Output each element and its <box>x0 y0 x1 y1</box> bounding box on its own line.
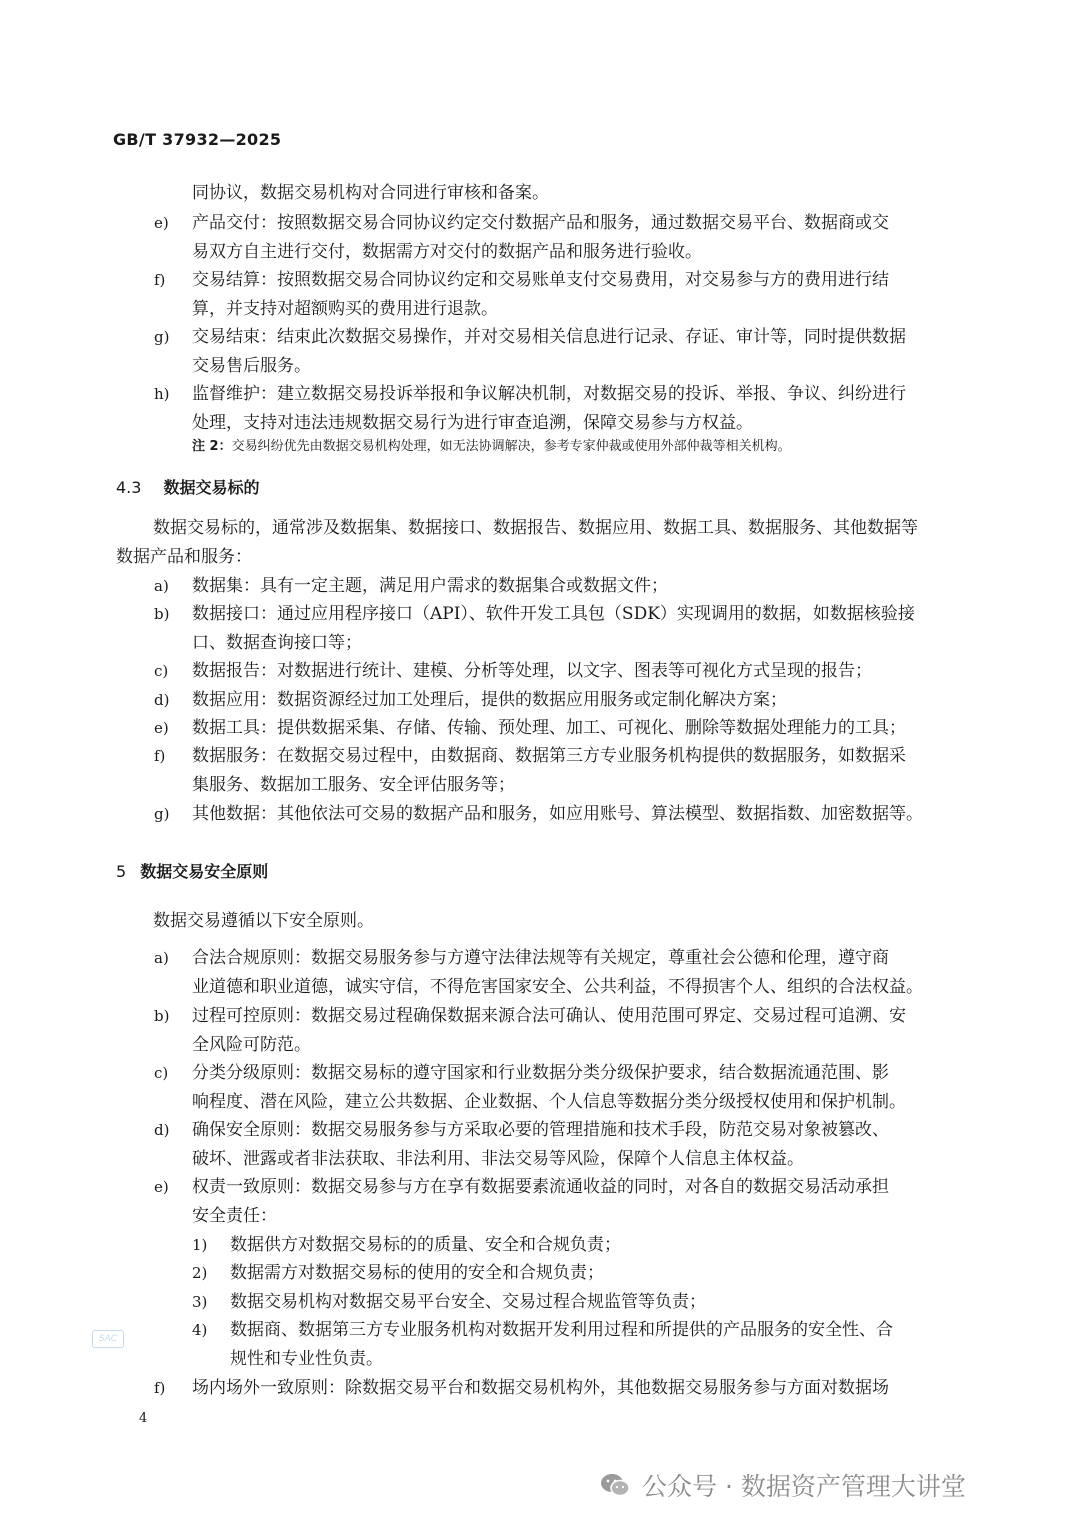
list-marker: 4) <box>192 1321 208 1339</box>
list-marker: c) <box>154 1064 169 1082</box>
text-line: 合法合规原则：数据交易服务参与方遵守法律法规等有关规定，尊重社会公德和伦理，遵守商 <box>192 948 889 968</box>
section-heading-5 <box>116 864 268 880</box>
page-number: 4 <box>139 1411 148 1426</box>
list-marker: f) <box>154 271 166 289</box>
text-line: 数据服务：在数据交易过程中，由数据商、数据第三方专业服务机构提供的数据服务，如数据采 <box>192 746 906 766</box>
text-line: 全风险可防范。 <box>192 1035 311 1055</box>
text-line: 数据供方对数据交易标的的质量、安全和合规负责； <box>230 1235 621 1255</box>
list-marker: a) <box>154 577 169 595</box>
note-label: 注 2： <box>192 439 232 454</box>
document-id: GB/T 37932—2025 <box>113 130 282 149</box>
note-2 <box>192 440 791 453</box>
wechat-icon <box>600 1472 630 1498</box>
text-line: 数据商、数据第三方专业服务机构对数据开发利用过程和所提供的产品服务的安全性、合 <box>230 1320 893 1340</box>
text-line: 数据集：具有一定主题，满足用户需求的数据集合或数据文件； <box>192 576 668 596</box>
text-line: 数据交易遵循以下安全原则。 <box>153 911 374 931</box>
text-line: 产品交付：按照数据交易合同协议约定交付数据产品和服务，通过数据交易平台、数据商或交 <box>192 213 889 233</box>
text-line: 破坏、泄露或者非法获取、非法利用、非法交易等风险，保障个人信息主体权益。 <box>192 1149 804 1169</box>
text-line: 处理，支持对违法违规数据交易行为进行审查追溯，保障交易参与方权益。 <box>192 413 753 433</box>
text-line: 安全责任： <box>192 1206 277 1226</box>
text-line: 监督维护：建立数据交易投诉举报和争议解决机制，对数据交易的投诉、举报、争议、纠纷进行 <box>192 384 906 404</box>
text-line: 数据产品和服务： <box>116 547 252 567</box>
text-line: 确保安全原则：数据交易服务参与方采取必要的管理措施和技术手段，防范交易对象被篡改、 <box>192 1120 889 1140</box>
text-line: 数据接口：通过应用程序接口（API）、软件开发工具包（SDK）实现调用的数据，如数据核验接 <box>192 604 915 624</box>
section-title: 数据交易安全原则 <box>140 862 269 881</box>
list-marker: 1) <box>192 1236 208 1254</box>
text-line: 交易结算：按照数据交易合同协议约定和交易账单支付交易费用，对交易参与方的费用进行结 <box>192 270 889 290</box>
text-line: 其他数据：其他依法可交易的数据产品和服务，如应用账号、算法模型、数据指数、加密数据等。 <box>192 804 923 824</box>
list-marker: 2) <box>192 1264 208 1282</box>
text-line: 数据交易机构对数据交易平台安全、交易过程合规监管等负责； <box>230 1292 706 1312</box>
text-line: 易双方自主进行交付，数据需方对交付的数据产品和服务进行验收。 <box>192 242 702 262</box>
list-marker: h) <box>154 385 170 403</box>
text-line: 响程度、潜在风险，建立公共数据、企业数据、个人信息等数据分类分级授权使用和保护机制。 <box>192 1092 906 1112</box>
text-line: 业道德和职业道德，诚实守信，不得危害国家安全、公共利益，不得损害个人、组织的合法权益。 <box>192 977 923 997</box>
section-title: 数据交易标的 <box>163 478 260 497</box>
text-line: 交易结束：结束此次数据交易操作，并对交易相关信息进行记录、存证、审计等，同时提供数据 <box>192 327 906 347</box>
section-heading-4-3 <box>116 480 259 496</box>
text-line: 权责一致原则：数据交易参与方在享有数据要素流通收益的同时，对各自的数据交易活动承担 <box>192 1177 889 1197</box>
list-marker: e) <box>154 719 169 737</box>
text-line: 数据应用：数据资源经过加工处理后，提供的数据应用服务或定制化解决方案； <box>192 690 787 710</box>
section-number: 4.3 <box>116 478 142 497</box>
list-marker: c) <box>154 662 169 680</box>
list-marker: g) <box>154 328 170 346</box>
text-line: 规性和专业性负责。 <box>230 1349 383 1369</box>
text-line: 数据需方对数据交易标的使用的安全和合规负责； <box>230 1263 604 1283</box>
list-marker: f) <box>154 1379 166 1397</box>
text-line: 过程可控原则：数据交易过程确保数据来源合法可确认、使用范围可界定、交易过程可追溯、安 <box>192 1006 906 1026</box>
text-line: 交易售后服务。 <box>192 356 311 376</box>
section-number: 5 <box>116 862 127 881</box>
list-marker: b) <box>154 605 170 623</box>
sac-logo-icon: SAC <box>92 1330 124 1348</box>
list-marker: a) <box>154 949 169 967</box>
text-line: 同协议，数据交易机构对合同进行审核和备案。 <box>192 183 549 203</box>
wechat-footer <box>600 1468 966 1502</box>
list-marker: d) <box>154 691 170 709</box>
list-marker: 3) <box>192 1293 208 1311</box>
list-marker: f) <box>154 747 166 765</box>
note-text: 交易纠纷优先由数据交易机构处理，如无法协调解决，参考专家仲裁或使用外部仲裁等相关机构。 <box>231 439 791 454</box>
list-marker: b) <box>154 1007 170 1025</box>
list-marker: g) <box>154 805 170 823</box>
list-marker: d) <box>154 1121 170 1139</box>
text-line: 口、数据查询接口等； <box>192 633 362 653</box>
wechat-account-name: 公众号 · 数据资产管理大讲堂 <box>642 1472 966 1501</box>
text-line: 数据报告：对数据进行统计、建模、分析等处理，以文字、图表等可视化方式呈现的报告； <box>192 661 872 681</box>
text-line: 数据工具：提供数据采集、存储、传输、预处理、加工、可视化、删除等数据处理能力的工具； <box>192 718 906 738</box>
text-line: 集服务、数据加工服务、安全评估服务等； <box>192 775 515 795</box>
text-line: 场内场外一致原则：除数据交易平台和数据交易机构外，其他数据交易服务参与方面对数据场 <box>192 1378 889 1398</box>
list-marker: e) <box>154 214 169 232</box>
text-line: 分类分级原则：数据交易标的遵守国家和行业数据分类分级保护要求，结合数据流通范围、影 <box>192 1063 889 1083</box>
text-line: 算，并支持对超额购买的费用进行退款。 <box>192 299 498 319</box>
text-line: 数据交易标的，通常涉及数据集、数据接口、数据报告、数据应用、数据工具、数据服务、其他数据等 <box>153 518 918 538</box>
list-marker: e) <box>154 1178 169 1196</box>
